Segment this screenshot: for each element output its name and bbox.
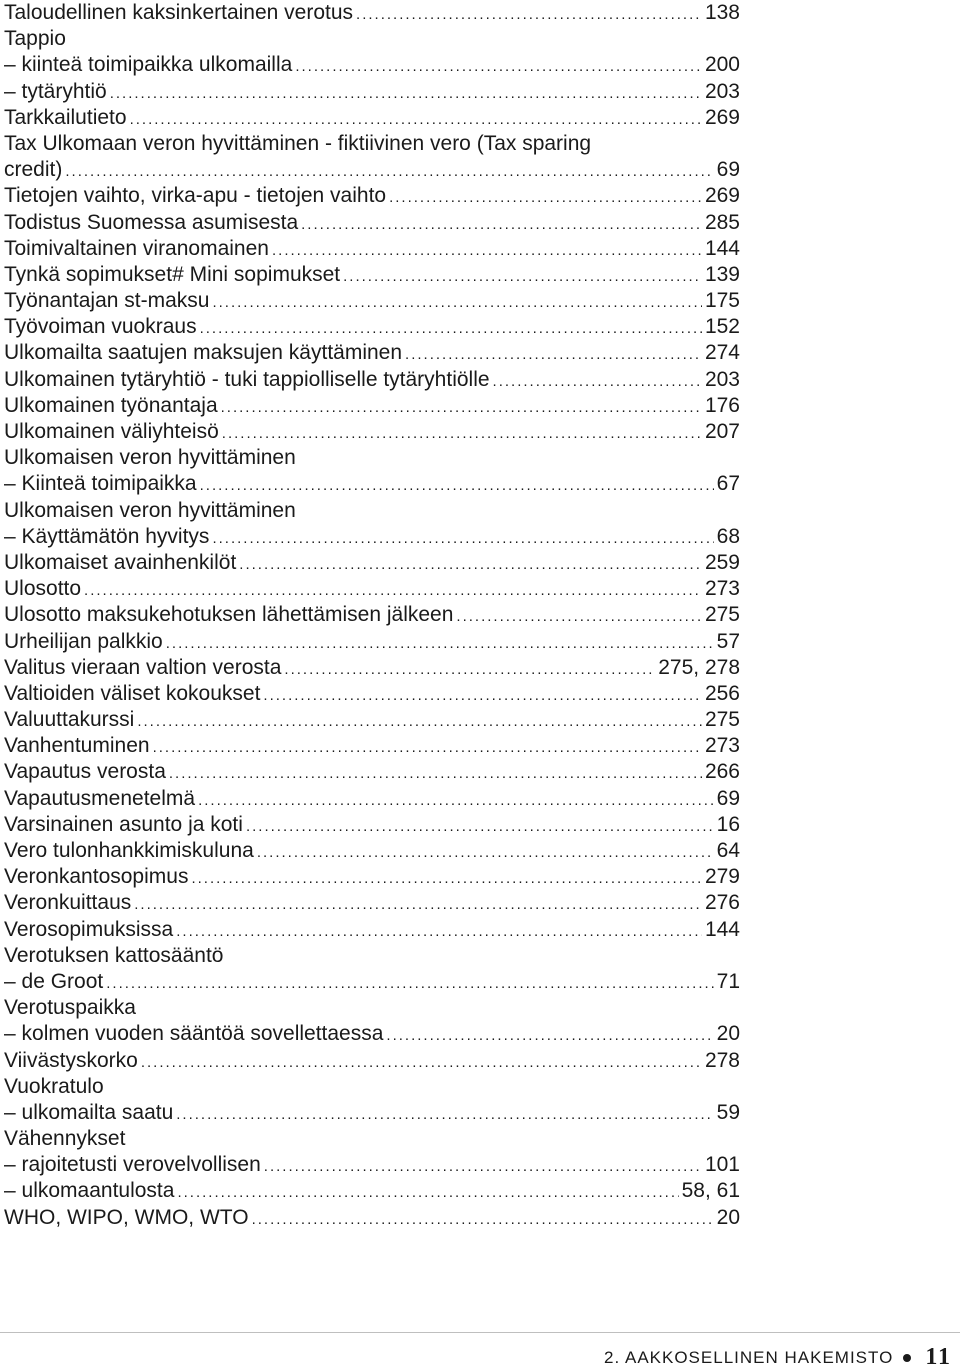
- dot-leader: [343, 264, 702, 290]
- index-term: Tietojen vaihto, virka-apu - tietojen vaihto: [4, 184, 387, 208]
- index-term: Veronkuittaus: [4, 891, 132, 915]
- dot-leader: [301, 212, 702, 238]
- index-page-ref: 273: [704, 734, 740, 758]
- index-entry: [4, 367, 740, 393]
- index-entry: [4, 812, 740, 838]
- index-term: – tytäryhtiö: [4, 79, 107, 105]
- dot-leader: [252, 1207, 714, 1233]
- index-page-ref: 176: [704, 393, 740, 417]
- index-term: Verotuspaikka: [4, 996, 136, 1020]
- index-term: – rajoitetusti verovelvollisen: [4, 1152, 261, 1178]
- index-entry: [4, 0, 740, 26]
- index-term: Ulkomainen väliyhteisö: [4, 420, 219, 443]
- dot-leader: [405, 342, 702, 368]
- page-footer: [604, 1344, 952, 1371]
- index-page-ref: 203: [704, 79, 740, 103]
- index-entry: [4, 210, 740, 236]
- index-entry: [4, 969, 740, 995]
- index-page-ref: 68: [716, 524, 740, 548]
- index-term: Ulosotto: [4, 577, 82, 601]
- dot-leader: [284, 657, 655, 683]
- index-term: Työnantajan st-maksu: [4, 289, 210, 313]
- index-page-ref: 275: [704, 708, 740, 732]
- index-term: Verotuksen kattosääntö: [4, 943, 224, 967]
- index-term: Urheilijan palkkio: [4, 629, 163, 653]
- index-entry: [4, 105, 740, 131]
- index-entry: [4, 655, 740, 681]
- index-page-ref: 20: [716, 1205, 740, 1229]
- index-entry: [4, 1100, 740, 1126]
- index-entry: [4, 1048, 740, 1074]
- dot-leader: [386, 1023, 713, 1049]
- index-page-ref: 276: [704, 891, 740, 915]
- index-entry: [4, 1021, 740, 1047]
- index-term: – ulkomailta saatu: [4, 1100, 173, 1126]
- index-term: Viivästyskorko: [4, 1048, 138, 1072]
- index-page-ref: 269: [704, 105, 740, 129]
- dot-leader: [272, 238, 702, 264]
- index-page-ref: 101: [704, 1153, 740, 1177]
- footer-rule: [0, 1332, 960, 1333]
- index-entry: [4, 917, 740, 943]
- dot-leader: [264, 1154, 702, 1180]
- index-page-ref: 274: [704, 341, 740, 365]
- index-page-ref: 69: [716, 158, 740, 182]
- index-term: Vapautusmenetelmä: [4, 786, 196, 810]
- footer-section-title: 2. AAKKOSELLINEN HAKEMISTO: [604, 1347, 894, 1367]
- dot-leader: [263, 683, 702, 709]
- index-page-ref: 285: [704, 210, 740, 234]
- dot-leader: [295, 54, 702, 80]
- index-page-ref: 57: [716, 629, 740, 653]
- index-page-ref: 139: [704, 262, 740, 286]
- dot-leader: [110, 81, 702, 107]
- index-entry: [4, 890, 740, 916]
- dot-leader: [141, 1050, 702, 1076]
- index-entry: [4, 52, 740, 78]
- dot-leader: [221, 395, 702, 421]
- index-entry: [4, 131, 740, 157]
- index-entry: [4, 26, 740, 52]
- index-page-ref: 266: [704, 760, 740, 784]
- dot-leader: [222, 421, 702, 447]
- dot-leader: [493, 369, 702, 395]
- dot-leader: [169, 761, 702, 787]
- dot-leader: [389, 185, 702, 211]
- footer-page-number: 11: [925, 1344, 952, 1370]
- dot-leader: [198, 788, 714, 814]
- dot-leader: [176, 1102, 713, 1128]
- index-entry: [4, 340, 740, 366]
- index-term: Vähennykset: [4, 1127, 126, 1151]
- index-page-ref: 144: [704, 917, 740, 941]
- index-entry: [4, 838, 740, 864]
- index-entry: [4, 1178, 740, 1204]
- index-term: Valtioiden väliset kokoukset: [4, 681, 261, 705]
- index-entry: [4, 445, 740, 471]
- index-page-ref: 273: [704, 577, 740, 601]
- index-entry: [4, 157, 740, 183]
- index-entry: [4, 707, 740, 733]
- index-page-ref: 152: [704, 315, 740, 339]
- index-page-ref: 58, 61: [681, 1179, 740, 1203]
- index-entry: [4, 262, 740, 288]
- index-entry: [4, 629, 740, 655]
- index-page-ref: 71: [716, 969, 740, 993]
- dot-leader: [212, 290, 702, 316]
- index-term: Todistus Suomessa asumisesta: [4, 210, 299, 234]
- index-entry: [4, 602, 740, 628]
- index-term: Veronkantosopimus: [4, 865, 189, 889]
- index-entry: [4, 393, 740, 419]
- index-entry: [4, 733, 740, 759]
- index-page-ref: 59: [716, 1100, 740, 1124]
- index-entry: [4, 419, 740, 445]
- dot-leader: [166, 631, 714, 657]
- index-page-ref: 16: [716, 812, 740, 836]
- dot-leader: [257, 840, 714, 866]
- index-page-ref: 20: [716, 1022, 740, 1046]
- index-term: Vanhentuminen: [4, 734, 150, 758]
- index-entry: [4, 550, 740, 576]
- index-term: Tynkä sopimukset# Mini sopimukset: [4, 262, 341, 286]
- index-entry: [4, 471, 740, 497]
- index-entry: [4, 759, 740, 785]
- index-entry: [4, 786, 740, 812]
- index-page-ref: 278: [704, 1048, 740, 1072]
- index-term: Toimivaltainen viranomainen: [4, 236, 269, 260]
- index-entry: [4, 498, 740, 524]
- index-entry: [4, 236, 740, 262]
- index-entry: [4, 524, 740, 550]
- dot-leader: [153, 735, 702, 761]
- index-page-ref: 67: [716, 472, 740, 496]
- dot-leader: [84, 578, 702, 604]
- index-term: Vapautus verosta: [4, 760, 166, 784]
- index-term: Ulkomainen tytäryhtiö - tuki tappiolliselle tytäryhtiölle: [4, 367, 490, 391]
- index-page-ref: 64: [716, 839, 740, 862]
- index-page-ref: 203: [704, 367, 740, 391]
- index-page-ref: 279: [704, 865, 740, 889]
- index-term: Taloudellinen kaksinkertainen verotus: [4, 1, 354, 24]
- index-term: – ulkomaantulosta: [4, 1178, 174, 1204]
- index-entry: [4, 288, 740, 314]
- index-term: – kiinteä toimipaikka ulkomailla: [4, 52, 292, 78]
- index-term: WHO, WIPO, WMO, WTO: [4, 1205, 249, 1229]
- index-term: – Kiinteä toimipaikka: [4, 471, 197, 497]
- index-term: Valuuttakurssi: [4, 708, 135, 732]
- dot-leader: [130, 107, 702, 133]
- index-term: Ulkomaiset avainhenkilöt: [4, 550, 237, 574]
- index-term: Työvoiman vuokraus: [4, 315, 197, 339]
- index-term: Varsinainen asunto ja koti: [4, 812, 243, 836]
- index-term: Valitus vieraan valtion verosta: [4, 655, 282, 679]
- dot-leader: [200, 316, 702, 342]
- index-page-ref: 175: [704, 289, 740, 313]
- index-page-ref: 69: [716, 786, 740, 810]
- dot-leader: [65, 159, 713, 185]
- index-page-ref: 275: [704, 603, 740, 627]
- index-page-ref: 269: [704, 184, 740, 208]
- index-entry: [4, 79, 740, 105]
- index-term: Vuokratulo: [4, 1074, 104, 1098]
- index-page-ref: 144: [704, 236, 740, 260]
- index-entry: [4, 995, 740, 1021]
- index-entry: [4, 943, 740, 969]
- index-term: Ulkomainen työnantaja: [4, 393, 218, 417]
- index-term: Vero tulonhankkimiskuluna: [4, 839, 254, 862]
- index-term: – Käyttämätön hyvitys: [4, 524, 209, 550]
- index-term: – kolmen vuoden sääntöä sovellettaessa: [4, 1021, 383, 1047]
- index-entry: [4, 681, 740, 707]
- index-term: Ulkomaisen veron hyvittäminen: [4, 446, 296, 470]
- dot-leader: [212, 526, 713, 552]
- index-term: Ulosotto maksukehotuksen lähettämisen jälkeen: [4, 603, 454, 627]
- index-entry: [4, 314, 740, 340]
- bullet-icon: [903, 1354, 911, 1362]
- index-term: Ulkomailta saatujen maksujen käyttäminen: [4, 341, 403, 365]
- index-entry: [4, 183, 740, 209]
- index-page-ref: 138: [704, 1, 740, 24]
- index-term: Tarkkailutieto: [4, 105, 127, 129]
- dot-leader: [191, 866, 702, 892]
- index-list: [4, 0, 740, 1231]
- index-term: Tappio: [4, 27, 66, 51]
- index-entry: [4, 1074, 740, 1100]
- dot-leader: [456, 604, 702, 630]
- index-term: Ulkomaisen veron hyvittäminen: [4, 498, 296, 522]
- dot-leader: [356, 2, 702, 28]
- index-term: Verosopimuksissa: [4, 917, 174, 941]
- index-entry: [4, 1126, 740, 1152]
- index-page-ref: 200: [704, 53, 740, 77]
- dot-leader: [177, 1180, 678, 1206]
- index-entry: [4, 864, 740, 890]
- dot-leader: [134, 892, 702, 918]
- index-page-ref: 275, 278: [658, 655, 740, 679]
- index-entry: [4, 576, 740, 602]
- index-entry: [4, 1205, 740, 1231]
- dot-leader: [239, 552, 702, 578]
- index-term: credit): [4, 158, 63, 182]
- dot-leader: [176, 919, 702, 945]
- dot-leader: [137, 709, 702, 735]
- dot-leader: [200, 473, 714, 499]
- dot-leader: [106, 971, 713, 997]
- index-page-ref: 259: [704, 550, 740, 574]
- index-page-ref: 207: [704, 420, 740, 443]
- index-term: Tax Ulkomaan veron hyvittäminen - fiktiivinen vero (Tax sparing: [4, 131, 592, 155]
- index-entry: [4, 1152, 740, 1178]
- dot-leader: [246, 814, 714, 840]
- index-term: – de Groot: [4, 969, 103, 995]
- index-page-ref: 256: [704, 681, 740, 705]
